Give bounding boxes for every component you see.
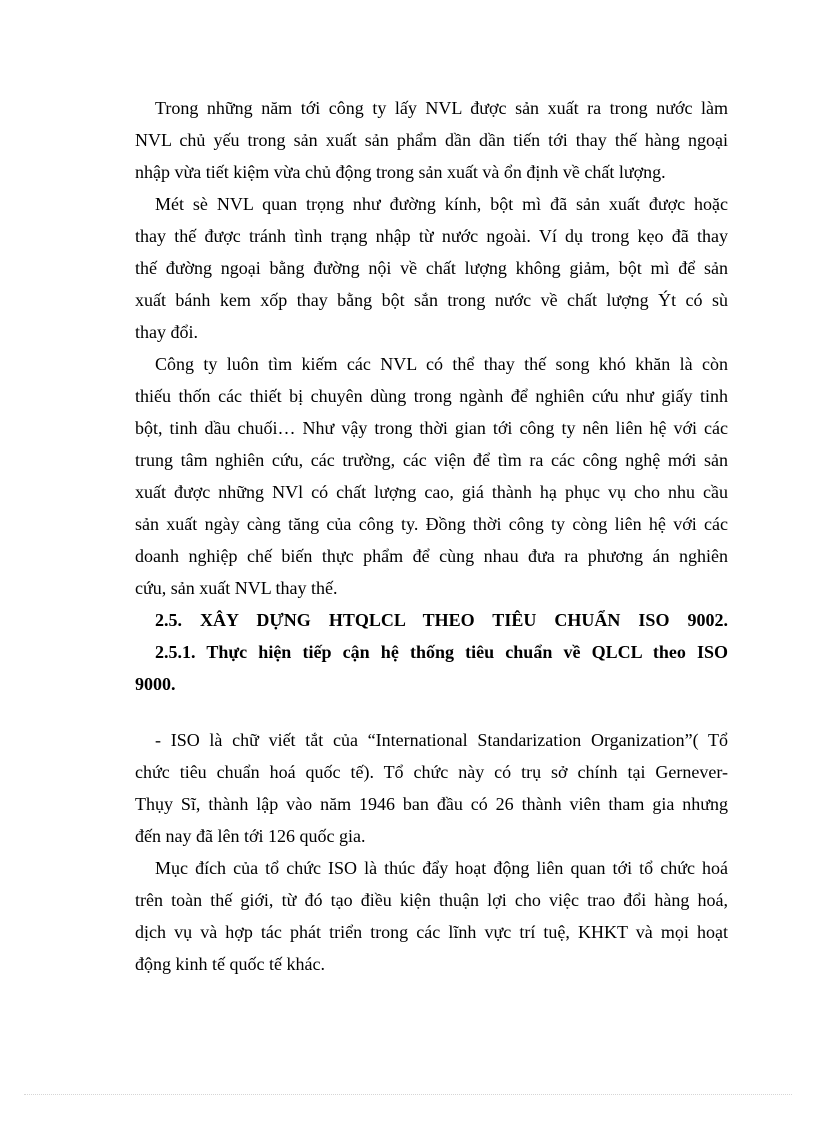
text-line: NVL chủ yếu trong sản xuất sản phẩm dần dần tiến tới thay thế hàng ngoại — [135, 130, 728, 150]
text-line: doanh nghiệp chế biến thực phẩm để cùng nhau đưa ra phương án nghiên — [135, 546, 728, 566]
subsection-heading-line: 9000. — [135, 674, 176, 694]
text-line: đến nay đã lên tới 126 quốc gia. — [135, 826, 366, 846]
text-line: - ISO là chữ viết tắt của “International Standarization Organization”( Tổ — [155, 730, 728, 750]
text-line: thay thế được tránh tình trạng nhập từ nước ngoài. Ví dụ trong kẹo đã thay — [135, 226, 728, 246]
text-line: thế đường ngoại bằng đường nội về chất lượng không giảm, bột mì để sản — [135, 258, 728, 278]
text-line: động kinh tế quốc tế khác. — [135, 954, 325, 974]
text-line: xuất được những NVl có chất lượng cao, giá thành hạ phục vụ cho nhu cầu — [135, 482, 728, 502]
section-heading: 2.5. XÂY DỰNG HTQLCL THEO TIÊU CHUẨN ISO 9002. — [155, 610, 728, 630]
paragraph-spacer — [135, 700, 728, 724]
text-line: Thụy Sĩ, thành lập vào năm 1946 ban đầu có 26 thành viên tham gia nhưng — [135, 794, 728, 814]
text-line: nhập vừa tiết kiệm vừa chủ động trong sản xuất và ổn định về chất lượng. — [135, 162, 666, 182]
text-line: sản xuất ngày càng tăng của công ty. Đồng thời công ty còng liên hệ với các — [135, 514, 728, 534]
text-line: Công ty luôn tìm kiếm các NVL có thể thay thế song khó khăn là còn — [155, 354, 728, 374]
text-line: Mục đích của tổ chức ISO là thúc đẩy hoạt động liên quan tới tổ chức hoá — [155, 858, 728, 878]
text-line: bột, tinh dầu chuối… Như vậy trong thời gian tới công ty nên liên hệ với các — [135, 418, 728, 438]
text-line: trên toàn thế giới, từ đó tạo điều kiện thuận lợi cho việc trao đổi hàng hoá, — [135, 890, 728, 910]
text-line: cứu, sản xuất NVL thay thế. — [135, 578, 338, 598]
page-bottom-rule — [24, 1094, 792, 1095]
subsection-heading — [135, 636, 728, 700]
paragraph-replacement-examples — [135, 188, 728, 348]
text-line: Trong những năm tới công ty lấy NVL được sản xuất ra trong nước làm — [155, 98, 728, 118]
paragraph-local-materials — [135, 92, 728, 188]
paragraph-iso-definition — [135, 724, 728, 852]
paragraph-iso-purpose — [135, 852, 728, 980]
paragraph-research-cooperation — [135, 348, 728, 604]
text-line: xuất bánh kem xốp thay bằng bột sắn trong nước về chất lượng Ýt có sù — [135, 290, 728, 310]
document-page — [135, 92, 728, 980]
text-line: chức tiêu chuẩn hoá quốc tế). Tổ chức này có trụ sở chính tại Gernever- — [135, 762, 728, 782]
text-line: thiếu thốn các thiết bị chuyên dùng trong ngành để nghiên cứu như giấy tinh — [135, 386, 728, 406]
text-line: dịch vụ và hợp tác phát triển trong các lĩnh vực trí tuệ, KHKT và mọi hoạt — [135, 922, 728, 942]
text-line: trung tâm nghiên cứu, các trường, các viện để tìm ra các công nghệ mới sản — [135, 450, 728, 470]
text-line: thay đổi. — [135, 322, 198, 342]
subsection-heading-line: 2.5.1. Thực hiện tiếp cận hệ thống tiêu chuẩn về QLCL theo ISO — [155, 642, 728, 662]
text-line: Mét sè NVL quan trọng như đường kính, bột mì đã sản xuất được hoặc — [155, 194, 728, 214]
